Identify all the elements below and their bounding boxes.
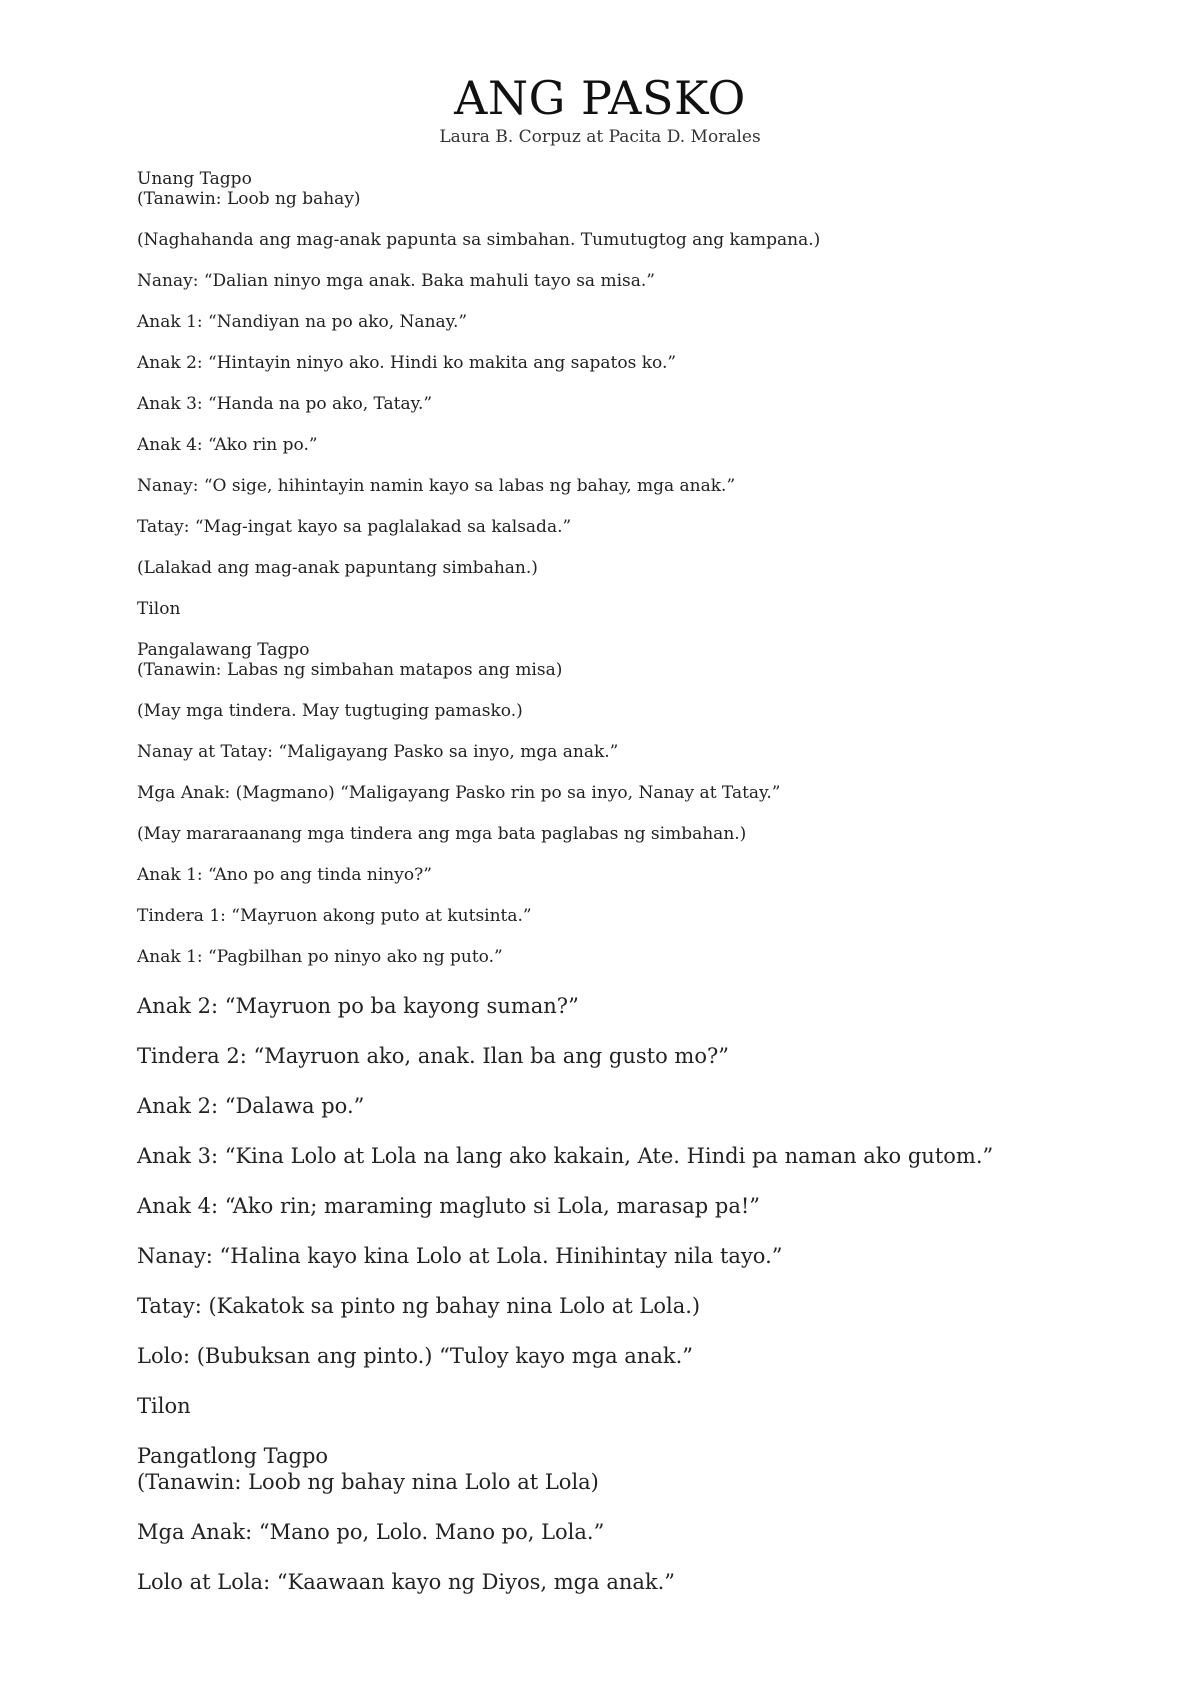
dialogue-line: Anak 1: “Pagbilhan po ninyo ako ng puto.” (137, 947, 503, 967)
dialogue-line: Anak 3: “Kina Lolo at Lola na lang ako kakain, Ate. Hindi pa naman ako gutom.” (137, 1144, 994, 1168)
scene-setting: (Tanawin: Labas ng simbahan matapos ang misa) (137, 660, 563, 680)
dialogue-line: Nanay: “Halina kayo kina Lolo at Lola. Hinihintay nila tayo.” (137, 1244, 783, 1268)
stage-direction: (May mga tindera. May tugtuging pamasko.) (137, 701, 523, 721)
dialogue-line: Tatay: “Mag-ingat kayo sa paglalakad sa kalsada.” (137, 517, 572, 537)
dialogue-line: Nanay at Tatay: “Maligayang Pasko sa inyo, mga anak.” (137, 742, 619, 762)
dialogue-line: Anak 1: “Ano po ang tinda ninyo?” (137, 865, 432, 885)
dialogue-line: Anak 2: “Hintayin ninyo ako. Hindi ko makita ang sapatos ko.” (137, 353, 677, 373)
scene-heading: Pangatlong Tagpo (137, 1444, 329, 1468)
dialogue-line: Mga Anak: “Mano po, Lolo. Mano po, Lola.” (137, 1520, 605, 1544)
dialogue-line: Lolo at Lola: “Kaawaan kayo ng Diyos, mga anak.” (137, 1570, 676, 1594)
curtain-label: Tilon (137, 1394, 191, 1418)
dialogue-line: Lolo: (Bubuksan ang pinto.) “Tuloy kayo mga anak.” (137, 1344, 693, 1368)
dialogue-line: Anak 2: “Dalawa po.” (137, 1094, 365, 1118)
stage-direction: (May mararaanang mga tindera ang mga bata paglabas ng simbahan.) (137, 824, 747, 844)
scene-setting: (Tanawin: Loob ng bahay nina Lolo at Lola) (137, 1470, 599, 1494)
dialogue-line: Anak 4: “Ako rin; maraming magluto si Lola, marasap pa!” (137, 1194, 761, 1218)
dialogue-line: Nanay: “Dalian ninyo mga anak. Baka mahuli tayo sa misa.” (137, 271, 655, 291)
dialogue-line: Tindera 1: “Mayruon akong puto at kutsinta.” (137, 906, 532, 926)
scene-heading: Unang Tagpo (137, 169, 252, 189)
scene-setting: (Tanawin: Loob ng bahay) (137, 189, 361, 209)
curtain-label: Tilon (137, 599, 181, 619)
dialogue-line: Anak 2: “Mayruon po ba kayong suman?” (137, 994, 579, 1018)
stage-direction: (Naghahanda ang mag-anak papunta sa simbahan. Tumutugtog ang kampana.) (137, 230, 821, 250)
stage-direction: (Lalakad ang mag-anak papuntang simbahan.) (137, 558, 538, 578)
dialogue-line: Anak 4: “Ako rin po.” (137, 435, 318, 455)
dialogue-line: Tatay: (Kakatok sa pinto ng bahay nina Lolo at Lola.) (137, 1294, 701, 1318)
document-authors: Laura B. Corpuz at Pacita D. Morales (439, 127, 761, 147)
dialogue-line: Anak 1: “Nandiyan na po ako, Nanay.” (137, 312, 468, 332)
scene-heading: Pangalawang Tagpo (137, 640, 310, 660)
document-title: ANG PASKO (454, 71, 746, 125)
dialogue-line: Nanay: “O sige, hihintayin namin kayo sa labas ng bahay, mga anak.” (137, 476, 736, 496)
dialogue-line: Tindera 2: “Mayruon ako, anak. Ilan ba ang gusto mo?” (137, 1044, 729, 1068)
dialogue-line: Mga Anak: (Magmano) “Maligayang Pasko rin po sa inyo, Nanay at Tatay.” (137, 783, 781, 803)
dialogue-line: Anak 3: “Handa na po ako, Tatay.” (137, 394, 433, 414)
